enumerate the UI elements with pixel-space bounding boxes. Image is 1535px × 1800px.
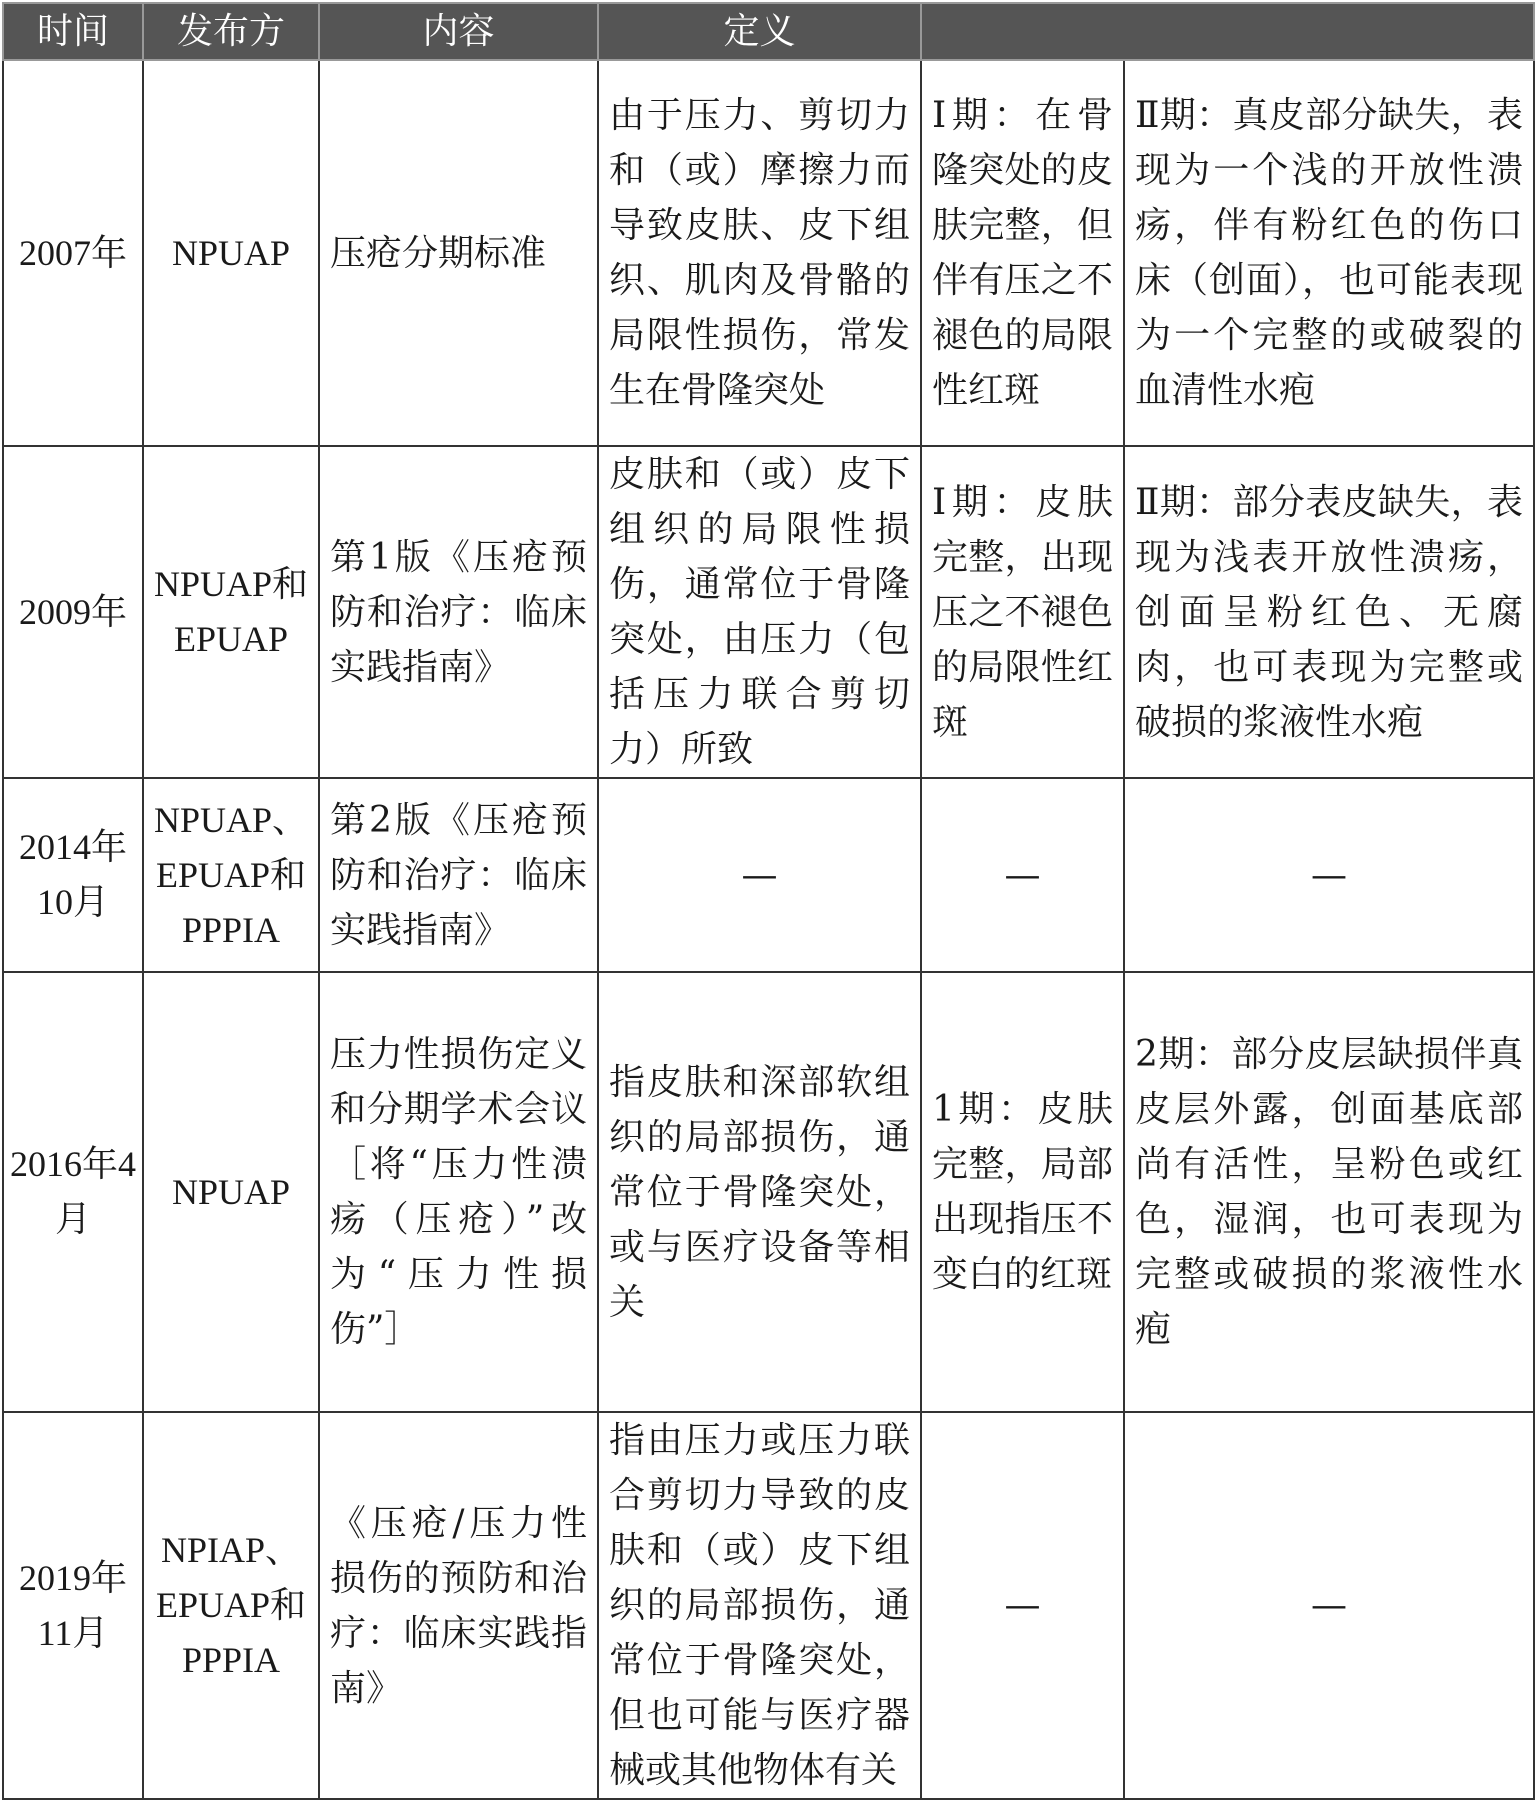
row-content: 压力性损伤定义和分期学术会议［将“压力性溃疡（压疮）”改为“压力性损伤”］: [319, 972, 598, 1412]
header-content: 内容: [319, 3, 598, 60]
row-publisher: NPUAP、EPUAP和PPPIA: [143, 778, 319, 972]
header-extra: [921, 3, 1534, 60]
row-stage1: Ⅰ期：皮肤完整，出现压之不褪色的局限性红斑: [921, 446, 1124, 778]
header-publisher: 发布方: [143, 3, 319, 60]
row-content: 第1版《压疮预防和治疗：临床实践指南》: [319, 446, 598, 778]
row-definition: 指皮肤和深部软组织的局部损伤，通常位于骨隆突处，或与医疗设备等相关: [598, 972, 921, 1412]
header-definition: 定义: [598, 3, 921, 60]
header-time: 时间: [3, 3, 143, 60]
row-stage1: 1期：皮肤完整，局部出现指压不变白的红斑: [921, 972, 1124, 1412]
row-definition: 皮肤和（或）皮下组织的局限性损伤，通常位于骨隆突处，由压力（包括压力联合剪切力）所致: [598, 446, 921, 778]
row-content: 压疮分期标准: [319, 60, 598, 446]
row-stage2: —: [1124, 778, 1534, 972]
row-stage1: Ⅰ期：在骨隆突处的皮肤完整，但伴有压之不褪色的局限性红斑: [921, 60, 1124, 446]
row-definition: 指由压力或压力联合剪切力导致的皮肤和（或）皮下组织的局部损伤，通常位于骨隆突处，但也可能与医疗器械或其他物体有关: [598, 1412, 921, 1799]
row-stage2: —: [1124, 1412, 1534, 1799]
row-stage2: 2期：部分皮层缺损伴真皮层外露，创面基底部尚有活性，呈粉色或红色，湿润，也可表现为完整或破损的浆液性水疱: [1124, 972, 1534, 1412]
row-content: 第2版《压疮预防和治疗：临床实践指南》: [319, 778, 598, 972]
row-publisher: NPUAP和EPUAP: [143, 446, 319, 778]
row-definition: 由于压力、剪切力和（或）摩擦力而导致皮肤、皮下组织、肌肉及骨骼的局限性损伤，常发生在骨隆突处: [598, 60, 921, 446]
row-stage2: Ⅱ期：部分表皮缺失，表现为浅表开放性溃疡，创面呈粉红色、无腐肉，也可表现为完整或破损的浆液性水疱: [1124, 446, 1534, 778]
row-stage1: —: [921, 778, 1124, 972]
table-row: [3, 778, 1534, 972]
table-row: [3, 972, 1534, 1412]
row-stage2: Ⅱ期：真皮部分缺失，表现为一个浅的开放性溃疡，伴有粉红色的伤口床（创面），也可能表现为一个完整的或破裂的血清性水疱: [1124, 60, 1534, 446]
table-row: [3, 60, 1534, 446]
row-publisher: NPUAP: [143, 972, 319, 1412]
table-header-row: [3, 3, 1534, 60]
row-publisher: NPIAP、EPUAP和PPPIA: [143, 1412, 319, 1799]
row-time: 2019年11月: [3, 1412, 143, 1799]
row-time: 2007年: [3, 60, 143, 446]
table-row: [3, 1412, 1534, 1799]
pressure-injury-definition-table: [2, 2, 1535, 1800]
row-content: 《压疮/压力性损伤的预防和治疗：临床实践指南》: [319, 1412, 598, 1799]
row-definition: —: [598, 778, 921, 972]
row-time: 2009年: [3, 446, 143, 778]
row-time: 2016年4月: [3, 972, 143, 1412]
row-publisher: NPUAP: [143, 60, 319, 446]
row-stage1: —: [921, 1412, 1124, 1799]
table-row: [3, 446, 1534, 778]
row-time: 2014年10月: [3, 778, 143, 972]
